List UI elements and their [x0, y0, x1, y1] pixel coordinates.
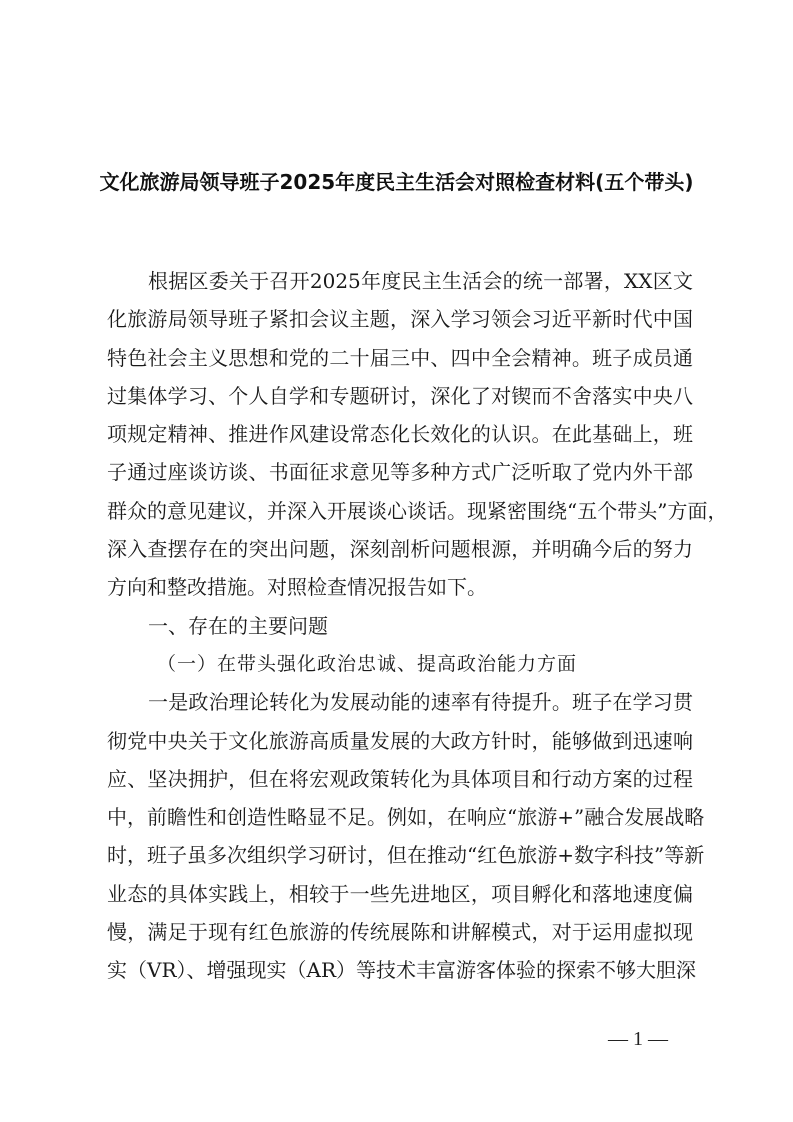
- paragraph-line: 时，班子虽多次组织学习研讨，但在推动“红色旅游+数字科技”等新: [107, 843, 705, 868]
- paragraph-line: 业态的具体实践上，相较于一些先进地区，项目孵化和落地速度偏: [107, 881, 693, 906]
- paragraph-line: 彻党中央关于文化旅游高质量发展的大政方针时，能够做到迅速响: [107, 728, 693, 753]
- paragraph-line: 慢，满足于现有红色旅游的传统展陈和讲解模式，对于运用虚拟现: [107, 920, 693, 945]
- page-number: — 1 —: [608, 1028, 668, 1050]
- document-title: 文化旅游局领导班子2025年度民主生活会对照检查材料(五个带头): [99, 170, 694, 194]
- intro-line: 化旅游局领导班子紧扣会议主题，深入学习领会习近平新时代中国: [107, 307, 693, 332]
- intro-line: 方向和整改措施。对照检查情况报告如下。: [107, 575, 487, 600]
- intro-line: 根据区委关于召开2025年度民主生活会的统一部署，XX区文: [148, 269, 693, 293]
- subsection-heading: （一）在带头强化政治忠诚、提高政治能力方面: [157, 652, 578, 675]
- intro-line: 项规定精神、推进作风建设常态化长效化的认识。在此基础上，班: [107, 422, 693, 447]
- document-body: [107, 262, 728, 990]
- intro-line: 特色社会主义思想和党的二十届三中、四中全会精神。班子成员通: [107, 345, 693, 370]
- intro-line: 子通过座谈访谈、书面征求意见等多种方式广泛听取了党内外干部: [107, 460, 693, 485]
- paragraph-line: 中，前瞻性和创造性略显不足。例如，在响应“旅游+”融合发展战略: [107, 805, 705, 830]
- section-heading: 一、存在的主要问题: [148, 613, 328, 638]
- intro-line: 群众的意见建议，并深入开展谈心谈话。现紧密围绕“五个带头”方面，: [107, 498, 728, 523]
- paragraph-line: 一是政治理论转化为发展动能的速率有待提升。班子在学习贯: [148, 690, 693, 715]
- paragraph-line: 实（VR）、增强现实（AR）等技术丰富游客体验的探索不够大胆深: [107, 958, 697, 983]
- intro-line: 过集体学习、个人自学和专题研讨，深化了对锲而不舍落实中央八: [107, 383, 693, 408]
- intro-line: 深入查摆存在的突出问题，深刻剖析问题根源，并明确今后的努力: [107, 537, 693, 562]
- paragraph-line: 应、坚决拥护，但在将宏观政策转化为具体项目和行动方案的过程: [107, 766, 693, 791]
